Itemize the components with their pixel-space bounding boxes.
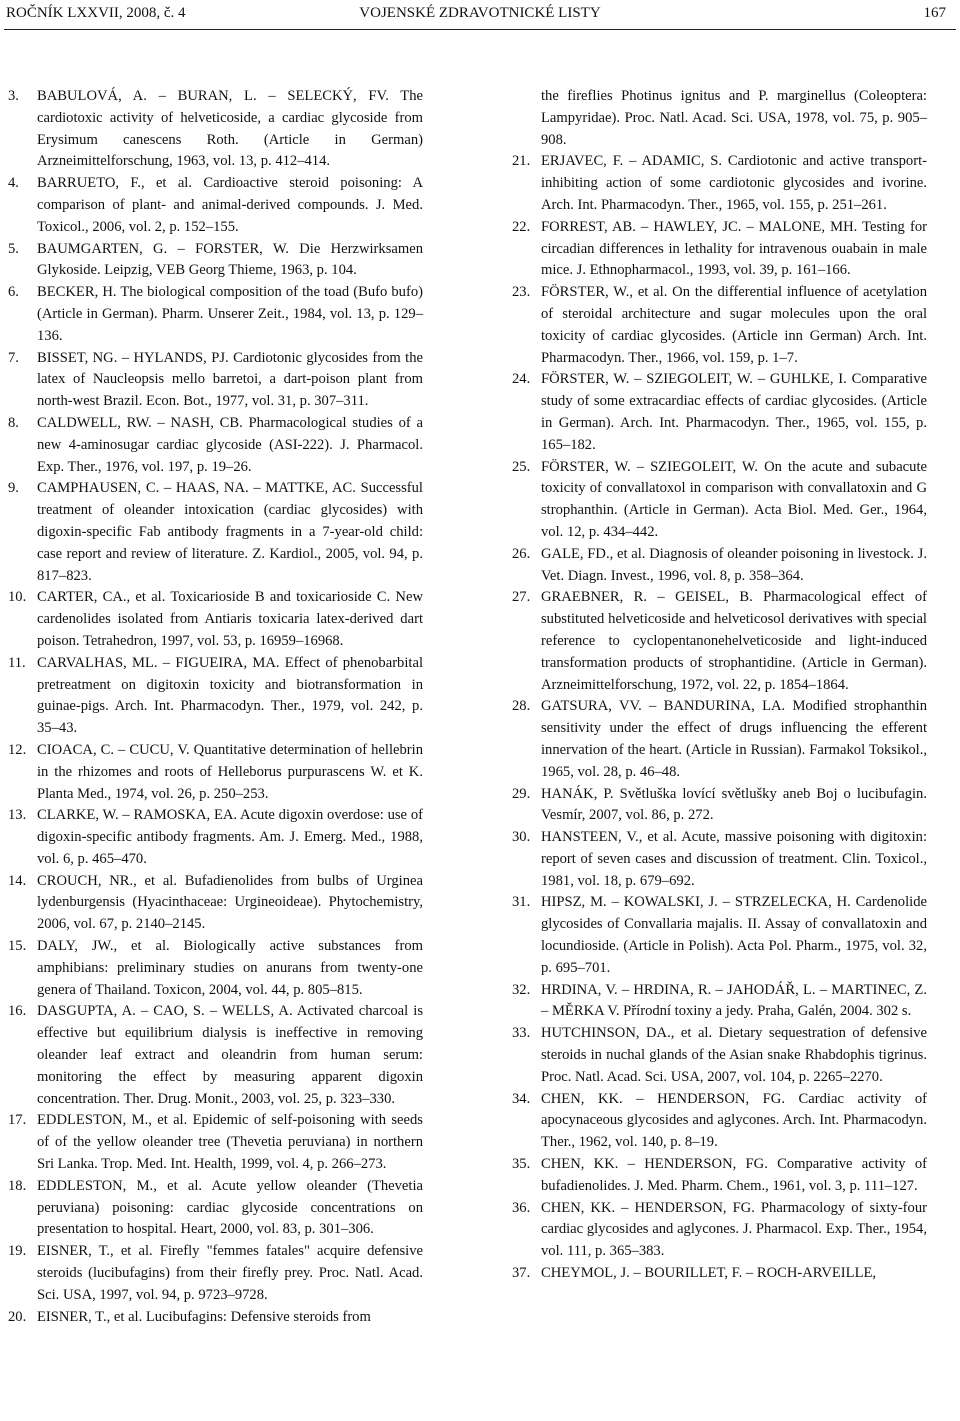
- reference-item: [512, 544, 927, 588]
- reference-text: CARTER, CA., et al. Toxicarioside B and toxicarioside C. New cardenolides isolated from Antiaris toxicaria latex-derived dart poison. Tetrahedron, 1997, vol. 53, p. 16959–16968.: [37, 589, 423, 649]
- reference-text: CIOACA, C. – CUCU, V. Quantitative determination of hellebrin in the rhizomes and roots of Helleborus purpurascens W. et K. Planta Med., 1974, vol. 26, p. 250–253.: [37, 741, 423, 802]
- reference-item: [512, 1263, 927, 1285]
- reference-item: [512, 696, 927, 783]
- reference-text: CLARKE, W. – RAMOSKA, EA. Acute digoxin overdose: use of digoxin-specific antibody fragments. Am. J. Emerg. Med., 1988, vol. 6, p. 465–470.: [37, 807, 423, 867]
- reference-item: [512, 1089, 927, 1154]
- reference-text: FÖRSTER, W., et al. On the differential influence of acetylation of steroidal architecture and sugar molecules upon the oral toxicity of cardiac glycosides. (Article inn German) Arch. Int. Pharmacodyn. Ther., 1966, vol. 159, p. 1–7.: [541, 284, 927, 366]
- reference-item: [8, 805, 423, 870]
- reference-number: 5.: [8, 240, 19, 257]
- reference-item: [512, 784, 927, 828]
- reference-number: 32.: [512, 981, 531, 998]
- reference-number: 14.: [8, 872, 27, 889]
- reference-item: [512, 282, 927, 369]
- reference-number: 7.: [8, 349, 19, 366]
- reference-text: BECKER, H. The biological composition of the toad (Bufo bufo) (Article in German). Pharm. Unserer Zeit., 1984, vol. 13, p. 129–136.: [37, 284, 423, 344]
- reference-item: [8, 1176, 423, 1241]
- reference-item: [8, 871, 423, 936]
- reference-text: GALE, FD., et al. Diagnosis of oleander poisoning in livestock. J. Vet. Diagn. Invest., 1996, vol. 8, p. 358–364.: [541, 545, 927, 584]
- reference-text: CARVALHAS, ML. – FIGUEIRA, MA. Effect of phenobarbital pretreatment on digitoxin toxicity and biotransformation in guinae-pigs. Arch. Int. Pharmacodyn. Ther., 1979, vol. 242, p. 35–43.: [37, 654, 423, 737]
- reference-text: CHEYMOL, J. – BOURILLET, F. – ROCH-ARVEILLE,: [541, 1265, 877, 1282]
- reference-item: [8, 478, 423, 587]
- reference-number: 4.: [8, 175, 19, 192]
- reference-number: 35.: [512, 1156, 531, 1173]
- reference-item: [512, 369, 927, 456]
- journal-title: VOJENSKÉ ZDRAVOTNICKÉ LISTY: [359, 5, 601, 21]
- reference-text: BABULOVÁ, A. – BURAN, L. – SELECKÝ, FV. The cardiotoxic activity of helveticoside, a cardiac glycoside from Erysimum canescens Roth. (Article in German) Arzneimittelforschung, 1963, vol. 13, p. 412–414.: [37, 88, 423, 170]
- reference-item: [8, 282, 423, 347]
- reference-text: CAMPHAUSEN, C. – HAAS, NA. – MATTKE, AC. Successful treatment of oleander intoxication (cardiac glycosides) with digoxin-specific Fab antibody fragments in a 7-year-old child: case report and review of literature. Z. Kardiol., 2005, vol. 94, p. 817–823.: [37, 480, 423, 584]
- references-right-column: [512, 86, 927, 1285]
- reference-item: [8, 1307, 423, 1329]
- reference-number: 21.: [512, 153, 531, 170]
- reference-text: FÖRSTER, W. – SZIEGOLEIT, W. – GUHLKE, I. Comparative study of some extracardiac effects of cardiac glycosides. (Article in German). Arch. Int. Pharmacodyn. Ther., 1965, vol. 155, p. 165–182.: [541, 371, 927, 453]
- header-divider: [4, 29, 956, 30]
- reference-item: [8, 86, 423, 173]
- reference-item: [8, 653, 423, 740]
- reference-text: EISNER, T., et al. Firefly "femmes fatales" acquire defensive steroids (lucibufagins) from their firefly prey. Proc. Natl. Acad. Sci. USA, 1997, vol. 94, p. 9723–9728.: [37, 1243, 423, 1303]
- reference-number: 29.: [512, 785, 531, 802]
- reference-number: 31.: [512, 894, 531, 911]
- reference-text: DALY, JW., et al. Biologically active substances from amphibians: preliminary studies on anurans from twenty-one genera of Thailand. Toxicon, 2004, vol. 44, p. 805–815.: [37, 938, 423, 998]
- reference-continuation: the fireflies Photinus ignitus and P. marginellus (Coleoptera: Lampyridae). Proc. Natl. Acad. Sci. USA, 1978, vol. 75, p. 905–908.: [541, 88, 927, 148]
- reference-number: 33.: [512, 1025, 531, 1042]
- reference-text: EDDLESTON, M., et al. Epidemic of self-poisoning with seeds of of the yellow oleander tree (Thevetia peruviana) in northern Sri Lanka. Trop. Med. Int. Health, 1999, vol. 4, p. 266–273.: [37, 1112, 423, 1173]
- reference-item: [8, 348, 423, 413]
- reference-number: 27.: [512, 589, 531, 606]
- reference-number: 9.: [8, 480, 19, 497]
- reference-text: BISSET, NG. – HYLANDS, PJ. Cardiotonic glycosides from the latex of Naucleopsis mello barretoi, a dart-poison plant from north-west Brazil. Econ. Bot., 1977, vol. 31, p. 307–311.: [37, 349, 423, 410]
- reference-item: [512, 892, 927, 979]
- reference-number: 3.: [8, 88, 19, 104]
- reference-text: EISNER, T., et al. Lucibufagins: Defensive steroids from: [37, 1308, 371, 1325]
- reference-text: CHEN, KK. – HENDERSON, FG. Comparative activity of bufadienolides. J. Med. Pharm. Chem., 1961, vol. 3, p. 111–127.: [541, 1156, 927, 1194]
- reference-text: FORREST, AB. – HAWLEY, JC. – MALONE, MH. Testing for circadian differences in lethality for intravenous ouabain in male mice. J. Ethnopharmacol., 1993, vol. 39, p. 161–166.: [541, 218, 927, 279]
- reference-item: [8, 239, 423, 283]
- reference-text: FÖRSTER, W. – SZIEGOLEIT, W. On the acute and subacute toxicity of convallatoxol in comparison with convallatoxin and G strophanthin. (Article in German). Acta Biol. Med. Ger., 1964, vol. 12, p. 434–442.: [541, 458, 927, 540]
- reference-text: DASGUPTA, A. – CAO, S. – WELLS, A. Activated charcoal is effective but equilibrium dialysis is ineffective in removing oleander leaf extract and oleandrin from human serum: monitoring the effect by measuring apparent digoxin concentration. Ther. Drug. Monit., 2003, vol. 25, p. 323–330.: [37, 1003, 423, 1107]
- references-left-column: [8, 86, 423, 1328]
- reference-item: [512, 827, 927, 892]
- reference-number: 23.: [512, 284, 531, 301]
- reference-number: 12.: [8, 741, 27, 758]
- reference-number: 37.: [512, 1265, 531, 1282]
- reference-number: 26.: [512, 545, 531, 562]
- page-number: 167: [923, 5, 946, 21]
- journal-volume: ROČNÍK LXXVII, 2008, č. 4: [6, 5, 186, 21]
- reference-number: 19.: [8, 1243, 27, 1260]
- reference-text: CALDWELL, RW. – NASH, CB. Pharmacological studies of a new 4-aminosugar cardiac glycoside (ASI-222). J. Pharmacol. Exp. Ther., 1976, vol. 197, p. 19–26.: [37, 414, 423, 475]
- reference-text: GATSURA, VV. – BANDURINA, LA. Modified strophanthin sensitivity under the effect of drugs influencing the efferent innervation of the heart. (Article in Russian). Farmakol Toksikol., 1965, vol. 28, p. 46–48.: [541, 698, 927, 780]
- reference-item: [8, 936, 423, 1001]
- reference-number: 20.: [8, 1308, 27, 1325]
- reference-item: [8, 413, 423, 478]
- reference-text: CHEN, KK. – HENDERSON, FG. Pharmacology of sixty-four cardiac glycosides and aglycones. J. Pharmacol. Exp. Ther., 1954, vol. 111, p. 365–383.: [541, 1199, 927, 1260]
- reference-number: 16.: [8, 1003, 27, 1020]
- reference-text: HANÁK, P. Světluška lovící světlušky aneb Boj o lucibufagin. Vesmír, 2007, vol. 86, p. 272.: [541, 785, 927, 824]
- reference-item: [512, 217, 927, 282]
- reference-item: [512, 151, 927, 216]
- reference-text: GRAEBNER, R. – GEISEL, B. Pharmacological effect of substituted helveticoside and helveticosol derivatives with special reference to cyclopentanonehelveticoside and light-induced transformation products of strophantidine. (Article in German). Arzneimittelforschung, 1972, vol. 22, p. 1854–1864.: [541, 589, 927, 693]
- reference-text: CHEN, KK. – HENDERSON, FG. Cardiac activity of apocynaceous glycosides and aglycones. Arch. Int. Pharmacodyn. Ther., 1962, vol. 140, p. 8–19.: [541, 1090, 927, 1151]
- reference-number: 24.: [512, 371, 531, 388]
- reference-text: HRDINA, V. – HRDINA, R. – JAHODÁŘ, L. – MARTINEC, Z. – MĚRKA V. Přírodní toxiny a jedy. Praha, Galén, 2004. 302 s.: [541, 981, 927, 1020]
- reference-item: [8, 740, 423, 805]
- reference-item: [512, 457, 927, 544]
- reference-text: CROUCH, NR., et al. Bufadienolides from bulbs of Urginea lydenburgensis (Hyacinthaceae: Urgineoideae). Phytochemistry, 2006, vol. 67, p. 2140–2145.: [37, 872, 423, 933]
- reference-item: [512, 1198, 927, 1263]
- reference-text: HANSTEEN, V., et al. Acute, massive poisoning with digitoxin: report of seven cases and discussion of treatment. Clin. Toxicol., 1981, vol. 18, p. 679–692.: [541, 829, 927, 889]
- reference-number: 28.: [512, 698, 531, 715]
- reference-item: [512, 1154, 927, 1198]
- reference-item: [512, 980, 927, 1024]
- reference-item: [8, 587, 423, 652]
- reference-number: 18.: [8, 1177, 27, 1194]
- reference-item: [8, 173, 423, 238]
- reference-text: BARRUETO, F., et al. Cardioactive steroid poisoning: A comparison of plant- and animal-derived compounds. J. Med. Toxicol., 2006, vol. 2, p. 152–155.: [37, 175, 423, 235]
- reference-number: 17.: [8, 1112, 27, 1129]
- reference-number: 10.: [8, 589, 27, 606]
- reference-number: 30.: [512, 829, 531, 846]
- reference-item: [512, 1023, 927, 1088]
- reference-item: [8, 1001, 423, 1110]
- reference-number: 22.: [512, 218, 531, 235]
- reference-number: 25.: [512, 458, 531, 475]
- reference-item: [8, 1241, 423, 1306]
- reference-number: 36.: [512, 1199, 531, 1216]
- reference-number: 13.: [8, 807, 27, 824]
- reference-item: [8, 1110, 423, 1175]
- reference-number: 34.: [512, 1090, 531, 1107]
- reference-text: HIPSZ, M. – KOWALSKI, J. – STRZELECKA, H. Cardenolide glycosides of Convallaria majalis. II. Assay of convallatoxin and locundioside. (Article in Polish). Acta Pol. Pharm., 1975, vol. 32, p. 695–701.: [541, 894, 927, 976]
- reference-text: ERJAVEC, F. – ADAMIC, S. Cardiotonic and active transport-inhibiting action of some cardiotonic glycosides and ivorine. Arch. Int. Pharmacodyn. Ther., 1965, vol. 155, p. 251–261.: [541, 153, 927, 213]
- reference-text: HUTCHINSON, DA., et al. Dietary sequestration of defensive steroids in nuchal glands of the Asian snake Rhabdophis tigrinus. Proc. Natl. Acad. Sci. USA, 2007, vol. 104, p. 2265–2270.: [541, 1025, 927, 1085]
- reference-text: BAUMGARTEN, G. – FORSTER, W. Die Herzwirksamen Glykoside. Leipzig, VEB Georg Thieme, 1963, p. 104.: [37, 240, 423, 279]
- reference-item: [512, 587, 927, 696]
- reference-number: 8.: [8, 414, 19, 431]
- reference-number: 6.: [8, 284, 19, 301]
- reference-text: EDDLESTON, M., et al. Acute yellow oleander (Thevetia peruviana) poisoning: cardiac glycoside concentrations on presentation to hospital. Heart, 2000, vol. 83, p. 301–306.: [37, 1177, 423, 1238]
- reference-number: 11.: [8, 654, 26, 671]
- reference-number: 15.: [8, 938, 27, 955]
